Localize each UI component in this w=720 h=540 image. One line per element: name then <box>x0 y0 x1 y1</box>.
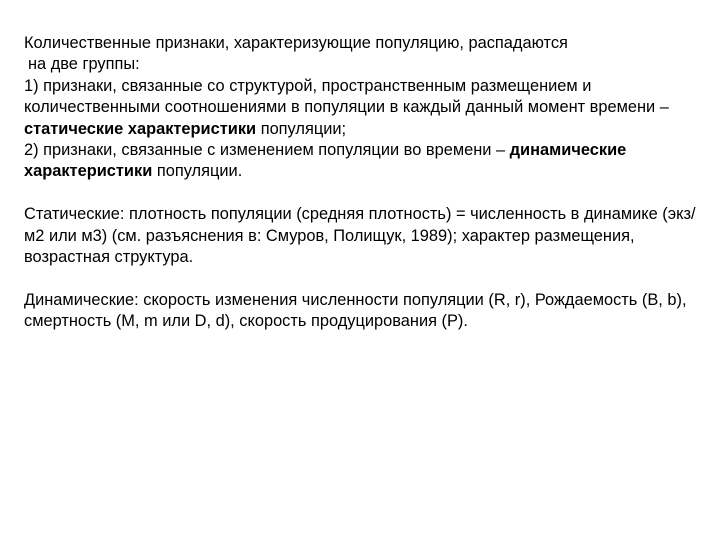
slide-text-body <box>24 33 714 333</box>
intro-line-1: Количественные признаки, характеризующие популяцию, распадаются <box>24 34 568 52</box>
static-paragraph: Статические: плотность популяции (средняя плотность) = численность в динамике (экз/м2 или м3) (см. разъяснения в: Смуров, Полищук, 1989); характер размещения, возрастная структура. <box>24 205 696 267</box>
dynamic-paragraph: Динамические: скорость изменения численности популяции (R, r), Рождаемость (B, b), смертность (M, m или D, d), скорость продуцирования (P). <box>24 290 687 331</box>
item-2-text: 2) признаки, связанные с изменением популяции во времени – <box>24 141 510 160</box>
item-1-suffix: популяции; <box>256 119 347 138</box>
item-2-suffix: популяции. <box>152 162 243 181</box>
item-1-text: 1) признаки, связанные со структурой, пространственным размещением и количественными соотношениями в популяции в каждый данный момент времени – <box>24 76 669 117</box>
paragraph-spacer <box>24 183 714 204</box>
intro-line-2: на две группы: <box>28 55 140 74</box>
item-1-paragraph <box>24 76 714 140</box>
paragraph-spacer <box>24 268 714 289</box>
static-characteristics-term: статические характеристики <box>24 119 257 138</box>
item-2-paragraph <box>24 140 714 183</box>
dynamic-characteristics-term: динамические характеристики <box>24 141 627 181</box>
